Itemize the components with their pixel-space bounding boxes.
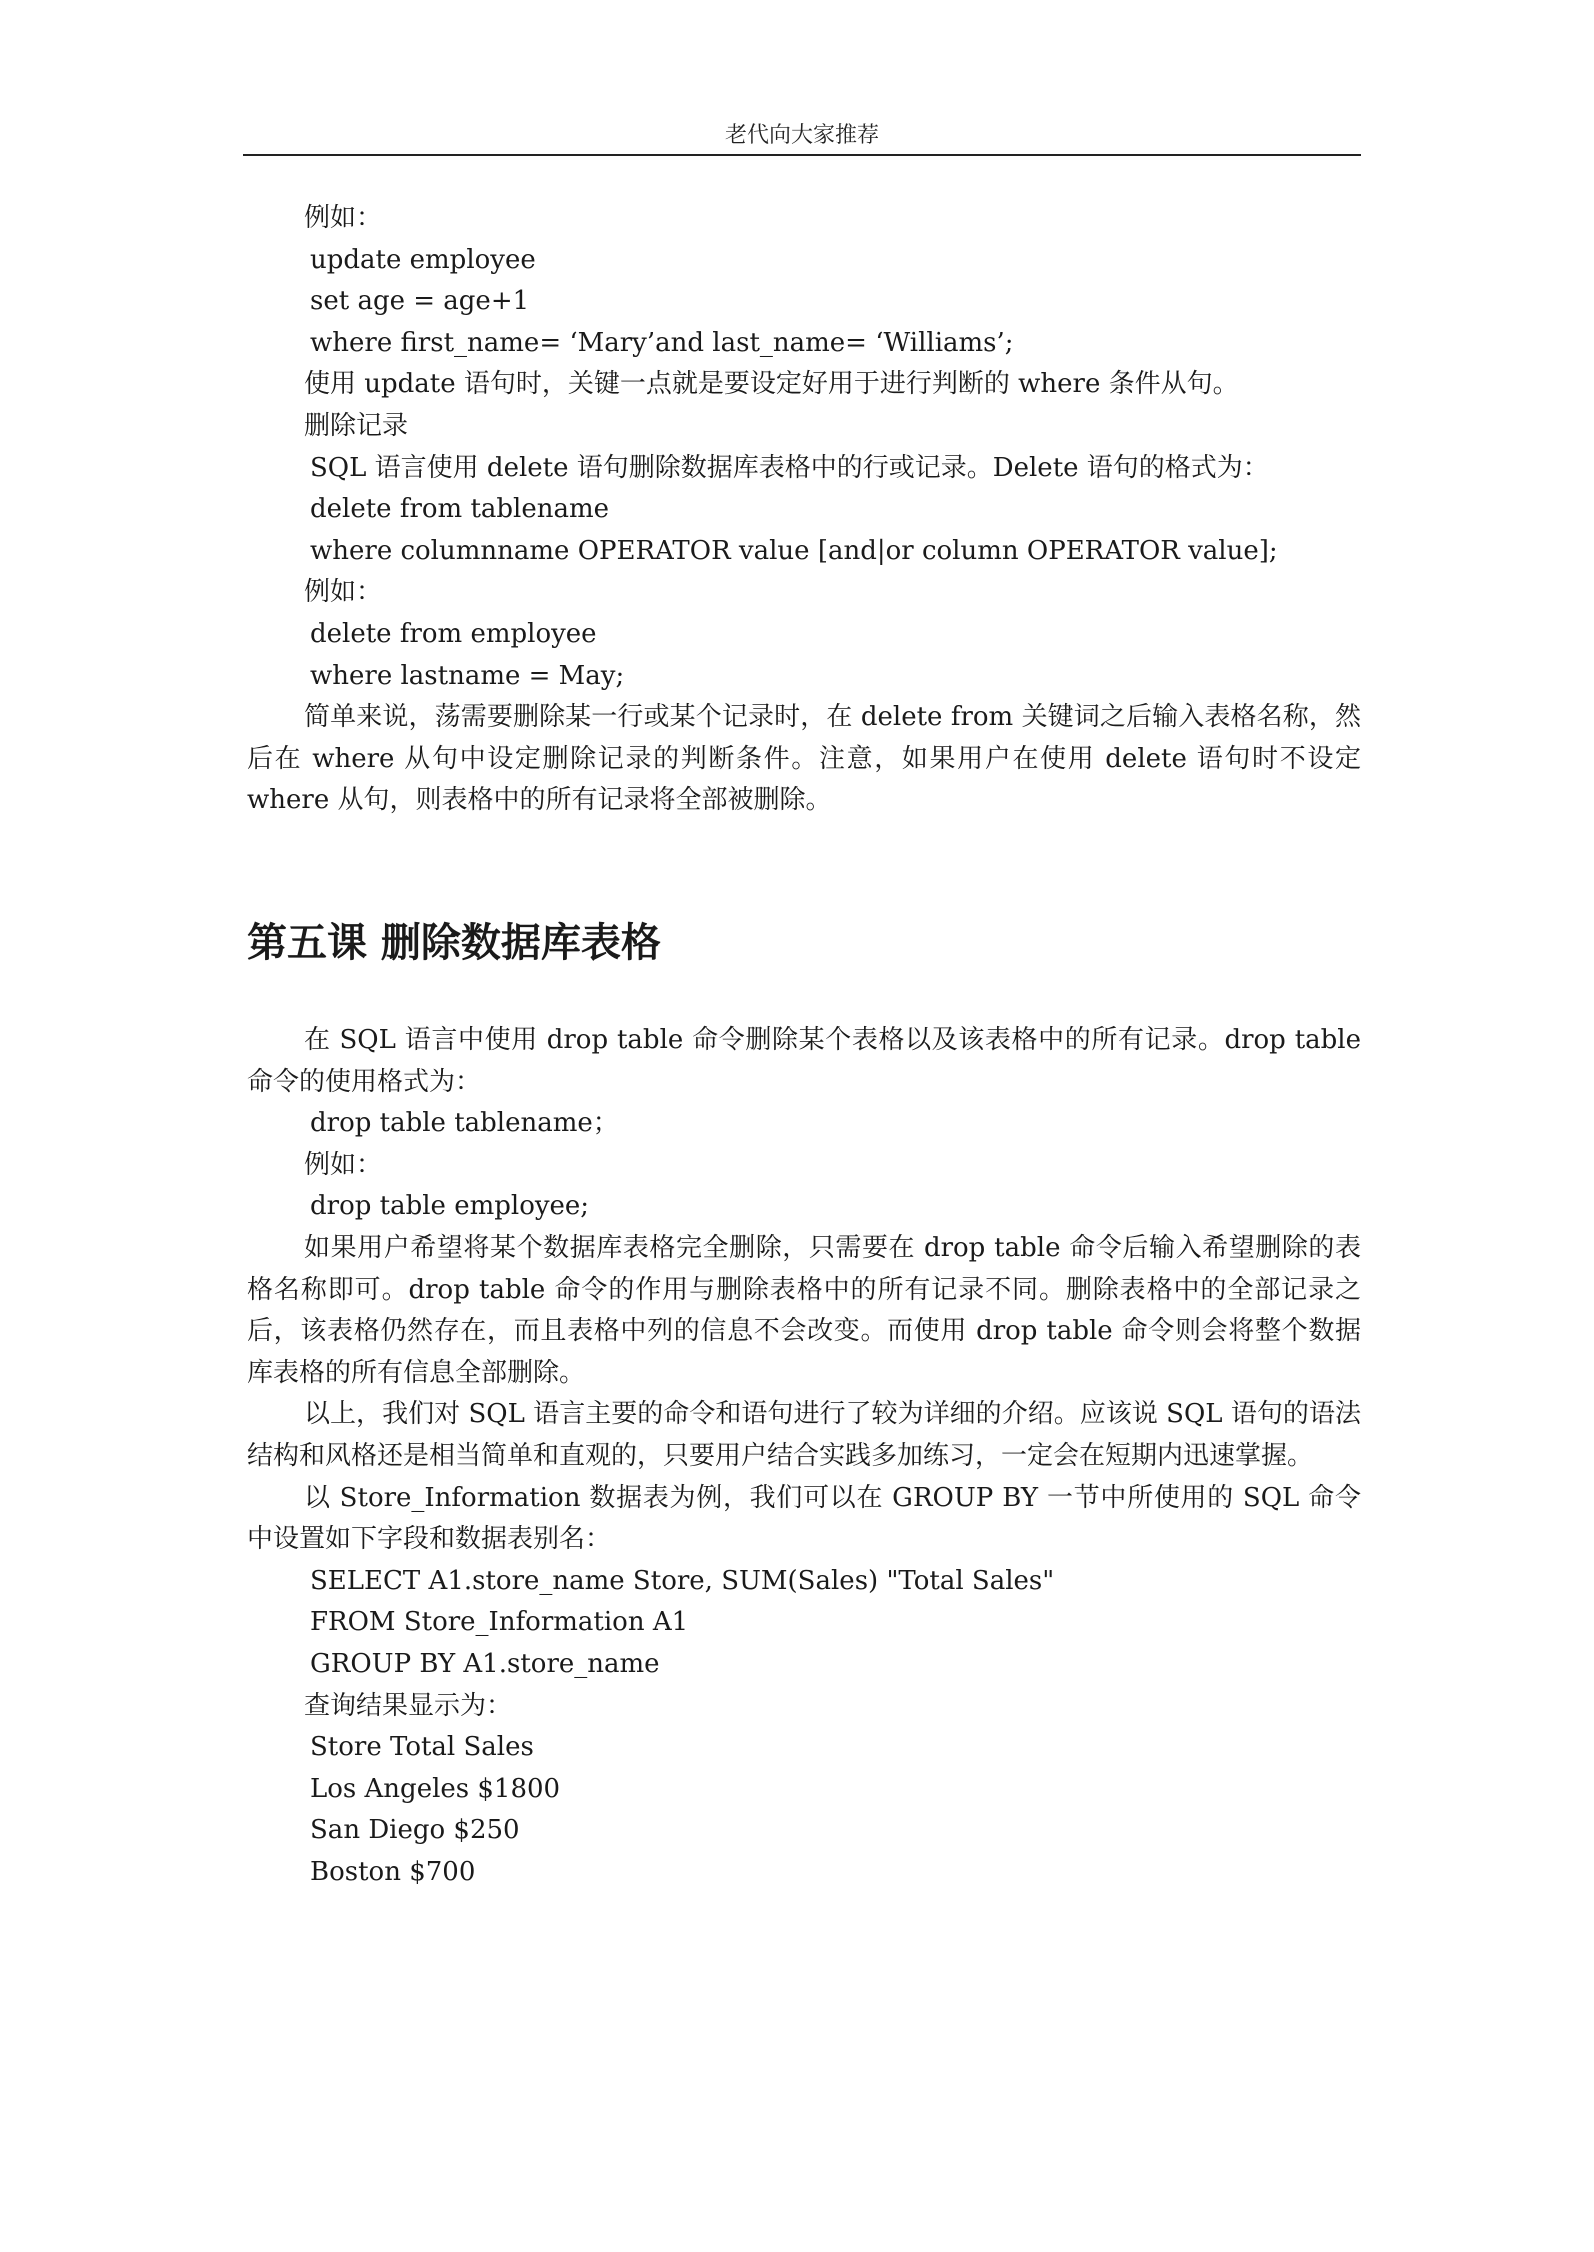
delete-summary-paragraph: 简单来说，荡需要删除某一行或某个记录时，在 delete from 关键词之后输入表格名称，然后在 where 从句中设定删除记录的判断条件。注意，如果用户在使用 delete 语句时不设定 where 从句，则表格中的所有记录将全部被删除。 xyxy=(247,702,1361,816)
header-rule xyxy=(243,154,1361,156)
running-header: 老代向大家推荐 xyxy=(724,123,879,148)
code-line: delete from employee xyxy=(310,618,597,649)
summary-paragraph: 以上，我们对 SQL 语言主要的命令和语句进行了较为详细的介绍。应该说 SQL 语句的语法结构和风格还是相当简单和直观的，只要用户结合实践多加练习，一定会在短期内迅速掌握。 xyxy=(247,1399,1361,1471)
drop-table-intro-paragraph: 在 SQL 语言中使用 drop table 命令删除某个表格以及该表格中的所有记录。drop table 命令的使用格式为： xyxy=(247,1025,1361,1097)
result-row: Store Total Sales xyxy=(310,1732,534,1763)
code-line: drop table employee; xyxy=(310,1191,590,1222)
result-label: 查询结果显示为： xyxy=(304,1690,513,1721)
syntax-line: drop table tablename； xyxy=(310,1108,619,1139)
delete-heading: 删除记录 xyxy=(304,410,409,441)
code-line: where lastname = May; xyxy=(310,660,625,691)
delete-records-section xyxy=(247,198,1361,822)
alias-intro-paragraph: 以 Store_Information 数据表为例，我们可以在 GROUP BY 一节中所使用的 SQL 命令中设置如下字段和数据表别名： xyxy=(247,1482,1361,1555)
code-line: FROM Store_Information A1 xyxy=(310,1607,689,1638)
result-row: Los Angeles $1800 xyxy=(310,1773,561,1804)
lesson-five-body xyxy=(247,1020,1361,1893)
delete-intro: SQL 语言使用 delete 语句删除数据库表格中的行或记录。Delete 语句的格式为： xyxy=(310,452,1269,483)
syntax-line: delete from tablename xyxy=(310,494,610,525)
code-line: update employee xyxy=(310,244,536,275)
result-row: Boston $700 xyxy=(310,1856,476,1887)
example-label: 例如： xyxy=(304,577,383,608)
drop-table-explanation-paragraph: 如果用户希望将某个数据库表格完全删除，只需要在 drop table 命令后输入希望删除的表格名称即可。drop table 命令的作用与删除表格中的所有记录不同。删除表格中的全部记录之后，该表格仍然存在，而且表格中列的信息不会改变。而使用 drop table 命令则会将整个数据库表格的所有信息全部删除。 xyxy=(247,1232,1361,1388)
code-line: where first_name= ‘Mary’and last_name= ‘Williams’; xyxy=(310,327,1014,358)
code-line: GROUP BY A1.store_name xyxy=(310,1648,660,1679)
code-line: set age = age+1 xyxy=(310,286,530,317)
example-label: 例如： xyxy=(304,203,383,233)
lesson-five-title: 第五课 删除数据库表格 xyxy=(247,920,661,966)
code-line: SELECT A1.store_name Store, SUM(Sales) "Total Sales" xyxy=(310,1565,1055,1596)
syntax-line: where columnname OPERATOR value [and|or column OPERATOR value]; xyxy=(310,535,1278,566)
update-note: 使用 update 语句时，关键一点就是要设定好用于进行判断的 where 条件从句。 xyxy=(304,369,1239,400)
result-row: San Diego $250 xyxy=(310,1815,520,1846)
example-label: 例如： xyxy=(304,1149,383,1180)
